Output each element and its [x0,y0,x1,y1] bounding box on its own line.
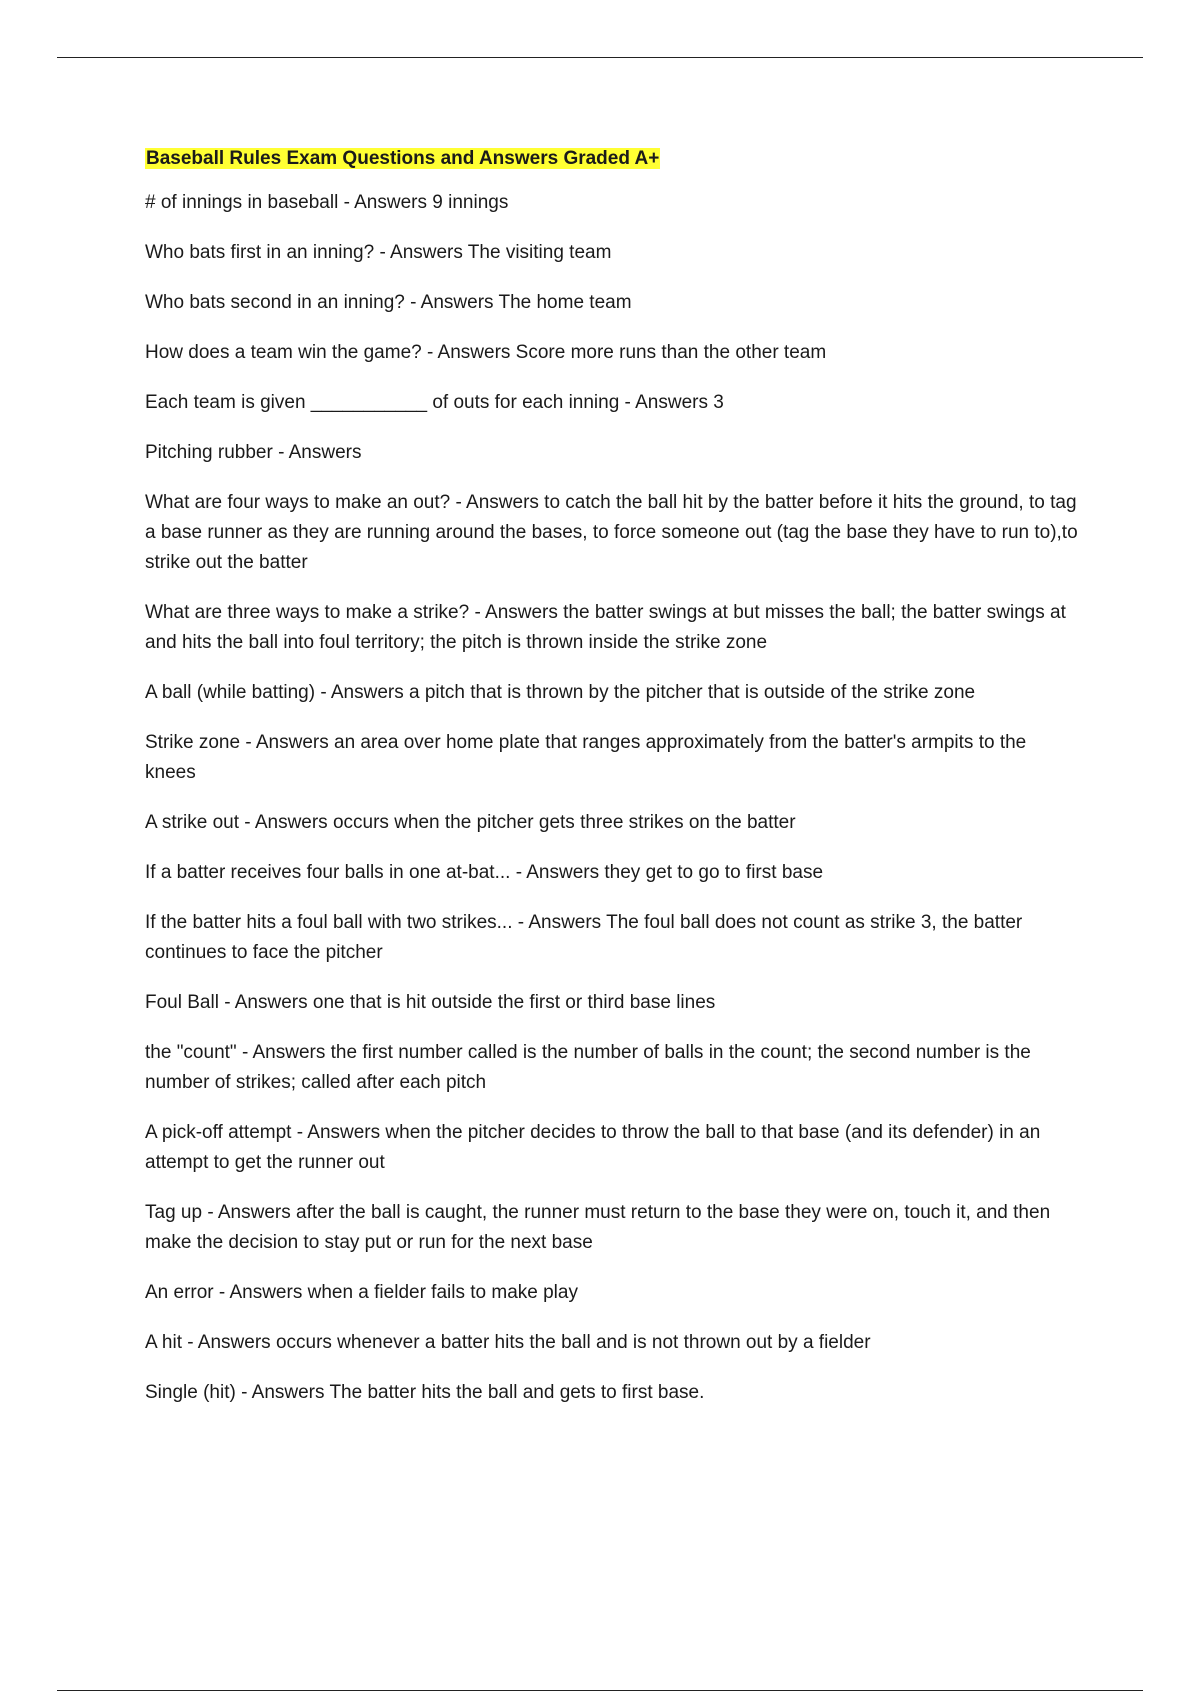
qa-item: If a batter receives four balls in one at-bat... - Answers they get to go to first base [145,862,824,883]
qa-item: Foul Ball - Answers one that is hit outside the first or third base lines [145,992,716,1013]
qa-item: A hit - Answers occurs whenever a batter hits the ball and is not thrown out by a fielder [145,1332,871,1353]
header-rule [57,57,1143,58]
qa-item: Pitching rubber - Answers [145,442,362,463]
qa-item: Single (hit) - Answers The batter hits the ball and gets to first base. [145,1382,705,1403]
qa-item: What are four ways to make an out? - Answers to catch the ball hit by the batter before it hits the ground, to tag a base runner as they are running around the bases, to force someone out (tag the base they have to run to),to strike out the batter [145,492,1078,573]
document-title [145,146,1080,172]
qa-item: Strike zone - Answers an area over home plate that ranges approximately from the batter's armpits to the knees [145,732,1027,783]
qa-item: How does a team win the game? - Answers Score more runs than the other team [145,342,827,363]
qa-item: An error - Answers when a fielder fails to make play [145,1282,578,1303]
qa-item: What are three ways to make a strike? - Answers the batter swings at but misses the ball; the batter swings at and hits the ball into foul territory; the pitch is thrown inside the strike zone [145,602,1066,653]
qa-item: # of innings in baseball - Answers 9 innings [145,192,509,213]
qa-item: Who bats first in an inning? - Answers The visiting team [145,242,612,263]
qa-item: A strike out - Answers occurs when the pitcher gets three strikes on the batter [145,812,796,833]
qa-item: A ball (while batting) - Answers a pitch that is thrown by the pitcher that is outside of the strike zone [145,682,976,703]
qa-item: If the batter hits a foul ball with two strikes... - Answers The foul ball does not count as strike 3, the batter continues to face the pitcher [145,912,1023,963]
qa-item: the "count" - Answers the first number called is the number of balls in the count; the second number is the number of strikes; called after each pitch [145,1042,1031,1093]
footer-rule [57,1690,1143,1691]
qa-item: A pick-off attempt - Answers when the pitcher decides to throw the ball to that base (and its defender) in an attempt to get the runner out [145,1122,1041,1173]
title-highlight: Baseball Rules Exam Questions and Answers Graded A+ [146,148,660,169]
document-body [145,146,1080,1428]
qa-item: Tag up - Answers after the ball is caught, the runner must return to the base they were on, touch it, and then make the decision to stay put or run for the next base [145,1202,1051,1253]
qa-item: Who bats second in an inning? - Answers The home team [145,292,632,313]
qa-item: Each team is given ___________ of outs for each inning - Answers 3 [145,392,724,413]
